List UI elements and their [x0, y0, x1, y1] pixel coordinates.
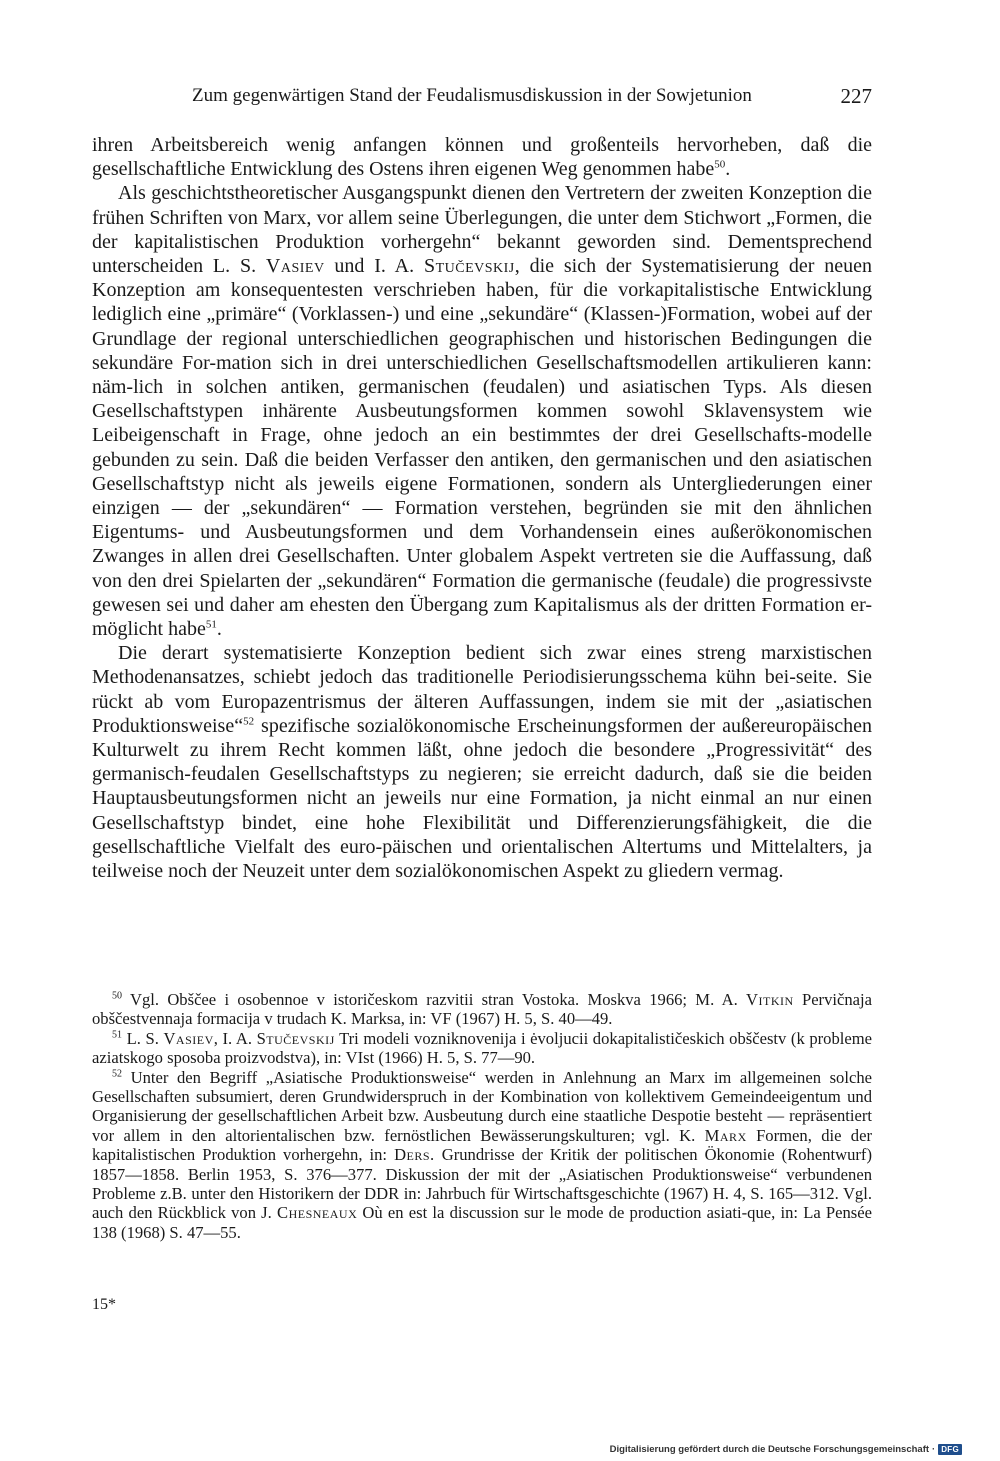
sheet-signature: 15*: [92, 1296, 116, 1313]
paragraph-3: Die derart systematisierte Konzeption bedient sich zwar eines streng marxistischen Methodenansatzes, schiebt jedoch das traditionelle Periodisierungsschema kühn bei-seite. Sie rückt ab vom Europazentrismus der älteren Auffassungen, indem sie mit der „asiatischen Produktionsweise“$^{52}$ spezifische sozialökonomische Erscheinungsformen der außereuropäischen Kulturwelt zu ihrem Recht kommen läßt, ohne jedoch die besondere „Progressivität“ des germanisch-feudalen Gesellschaftstyps zu negieren; sie erreicht dadurch, daß sie die beiden Hauptausbeutungsformen nicht an jeweils nur eine Formation, ja nicht einmal an nur einen Gesellschaftstyp bindet, eine hohe Flexibilität und Differenzierungsfähigkeit, die die gesellschaftliche Vielfalt des euro-päischen und orientalischen Altertums und Mittelalters, ja teilweise noch der Neuzeit unter dem sozialökonomischen Aspekt zu gliedern vermag.: [92, 642, 872, 883]
body-text: [92, 133, 872, 883]
footnote-50: $^{50}$ Vgl. Obščee i osobennoe v istoričeskom razvitii stran Vostoka. Moskva 1966; M. A. Vitkin Pervičnaja obščestvennaja formacija v trudach K. Marksa, in: VF (1967) H. 5, S. 40—49.: [92, 990, 872, 1029]
page-number: 227: [840, 84, 872, 108]
paragraph-2: Als geschichtstheoretischer Ausgangspunkt dienen den Vertretern der zweiten Konzeption die frühen Schriften von Marx, vor allem seine Überlegungen, die unter dem Stichwort „Formen, die der kapitalistischen Produktion vorhergehn“ bekannt geworden sind. Dementsprechend unterscheiden L. S. Vasiev und I. A. Stučevskij, die sich der Systematisierung der neuen Konzeption am konsequentesten verschrieben haben, für die vorkapitalistische Entwicklung lediglich eine „primäre“ (Vorklassen-) und eine „sekundäre“ (Klassen-)Formation, wobei auf der Grundlage der regional unterschiedlichen geographischen und historischen Bedingungen die sekundäre For-mation sich in drei unterschiedlichen Gesellschaftsmodellen artikulieren kann: näm-lich in solchen antiken, germanischen (feudalen) und asiatischen Typs. Als diesen Gesellschaftstypen inhärente Ausbeutungsformen kommen sowohl Sklavensystem wie Leibeigenschaft in Frage, ohne jedoch an ein bestimmtes der drei Gesellschafts-modelle gebunden zu sein. Daß die beiden Verfasser den antiken, den germanischen und den asiatischen Gesellschaftstyp nicht als jeweils eigene Formationen, sondern als Untergliederungen einer einzigen — der „sekundären“ — Formation verstehen, begründen sie mit den ähnlichen Eigentums- und Ausbeutungsformen und dem Vorhandensein eines außerökonomischen Zwanges in allen drei Gesellschaften. Unter globalem Aspekt vertreten sie die Auffassung, daß von den drei Spielarten der „sekundären“ Formation die germanische (feudale) die progressivste gewesen sei und daher am ehesten den Übergang zum Kapitalismus als der dritten Formation er-möglicht habe$^{51}$.: [92, 182, 873, 641]
footnotes: [92, 990, 872, 1242]
paragraph-1: ihren Arbeitsbereich wenig anfangen können und großenteils hervorheben, daß die gesellschaftliche Entwicklung des Ostens ihren eigenen Weg genommen habe$^{50}$.: [92, 134, 872, 181]
credit-text: Digitalisierung gefördert durch die Deutsche Forschungsgemeinschaft: [609, 1444, 930, 1455]
author-name: Stučevskij: [423, 255, 515, 278]
digitization-credit: Digitalisierung gefördert durch die Deutsche Forschungsgemeinschaft · DFG: [610, 1444, 962, 1455]
footnote-52: $^{52}$ Unter den Begriff „Asiatische Produktionsweise“ werden in Anlehnung an Marx im allgemeinen solche Gesellschaften subsumiert, deren Grundwiderspruch in der Kombination von kollektivem Gemeindeeigentum und Organisierung der gesellschaftlichen Arbeit bzw. Ausbeutung durch eine staatliche Despotie besteht — repräsentiert vor allem in den altorientalischen bzw. fernöstlichen Bewässerungskulturen; vgl. K. Marx Formen, die der kapitalistischen Produktion vorhergehn, in: Ders. Grundrisse der Kritik der politischen Ökonomie (Rohentwurf) 1857—1858. Berlin 1953, S. 376—377. Diskussion der mit der „Asiatischen Produktionsweise“ verbundenen Probleme z.B. unter den Historikern der DDR in: Jahrbuch für Wirtschaftsgeschichte (1967) H. 4, S. 165—312. Vgl. auch den Rückblick von J. Chesneaux Où en est la discussion sur le mode de production asiati-que, in: La Pensée 138 (1968) S. 47—55.: [92, 1067, 873, 1242]
footnote-51: $^{51}$ L. S. Vasiev, I. A. Stučevskij Tri modeli vozniknovenija i ėvoljucii dokapitalističeskich obščestv (k probleme aziatskogo sposoba proizvodstva), in: VIst (1966) H. 5, S. 77—90.: [92, 1028, 872, 1068]
footnote-ref-51[interactable]: 51: [205, 618, 217, 631]
author-name: Vasiev: [265, 255, 325, 278]
dfg-logo-icon: DFG: [938, 1444, 962, 1455]
footnote-ref-52[interactable]: 52: [243, 715, 255, 728]
footnote-ref-50[interactable]: 50: [714, 158, 726, 171]
running-head-title: Zum gegenwärtigen Stand der Feudalismusdiskussion in der Sowjetunion: [192, 85, 752, 106]
